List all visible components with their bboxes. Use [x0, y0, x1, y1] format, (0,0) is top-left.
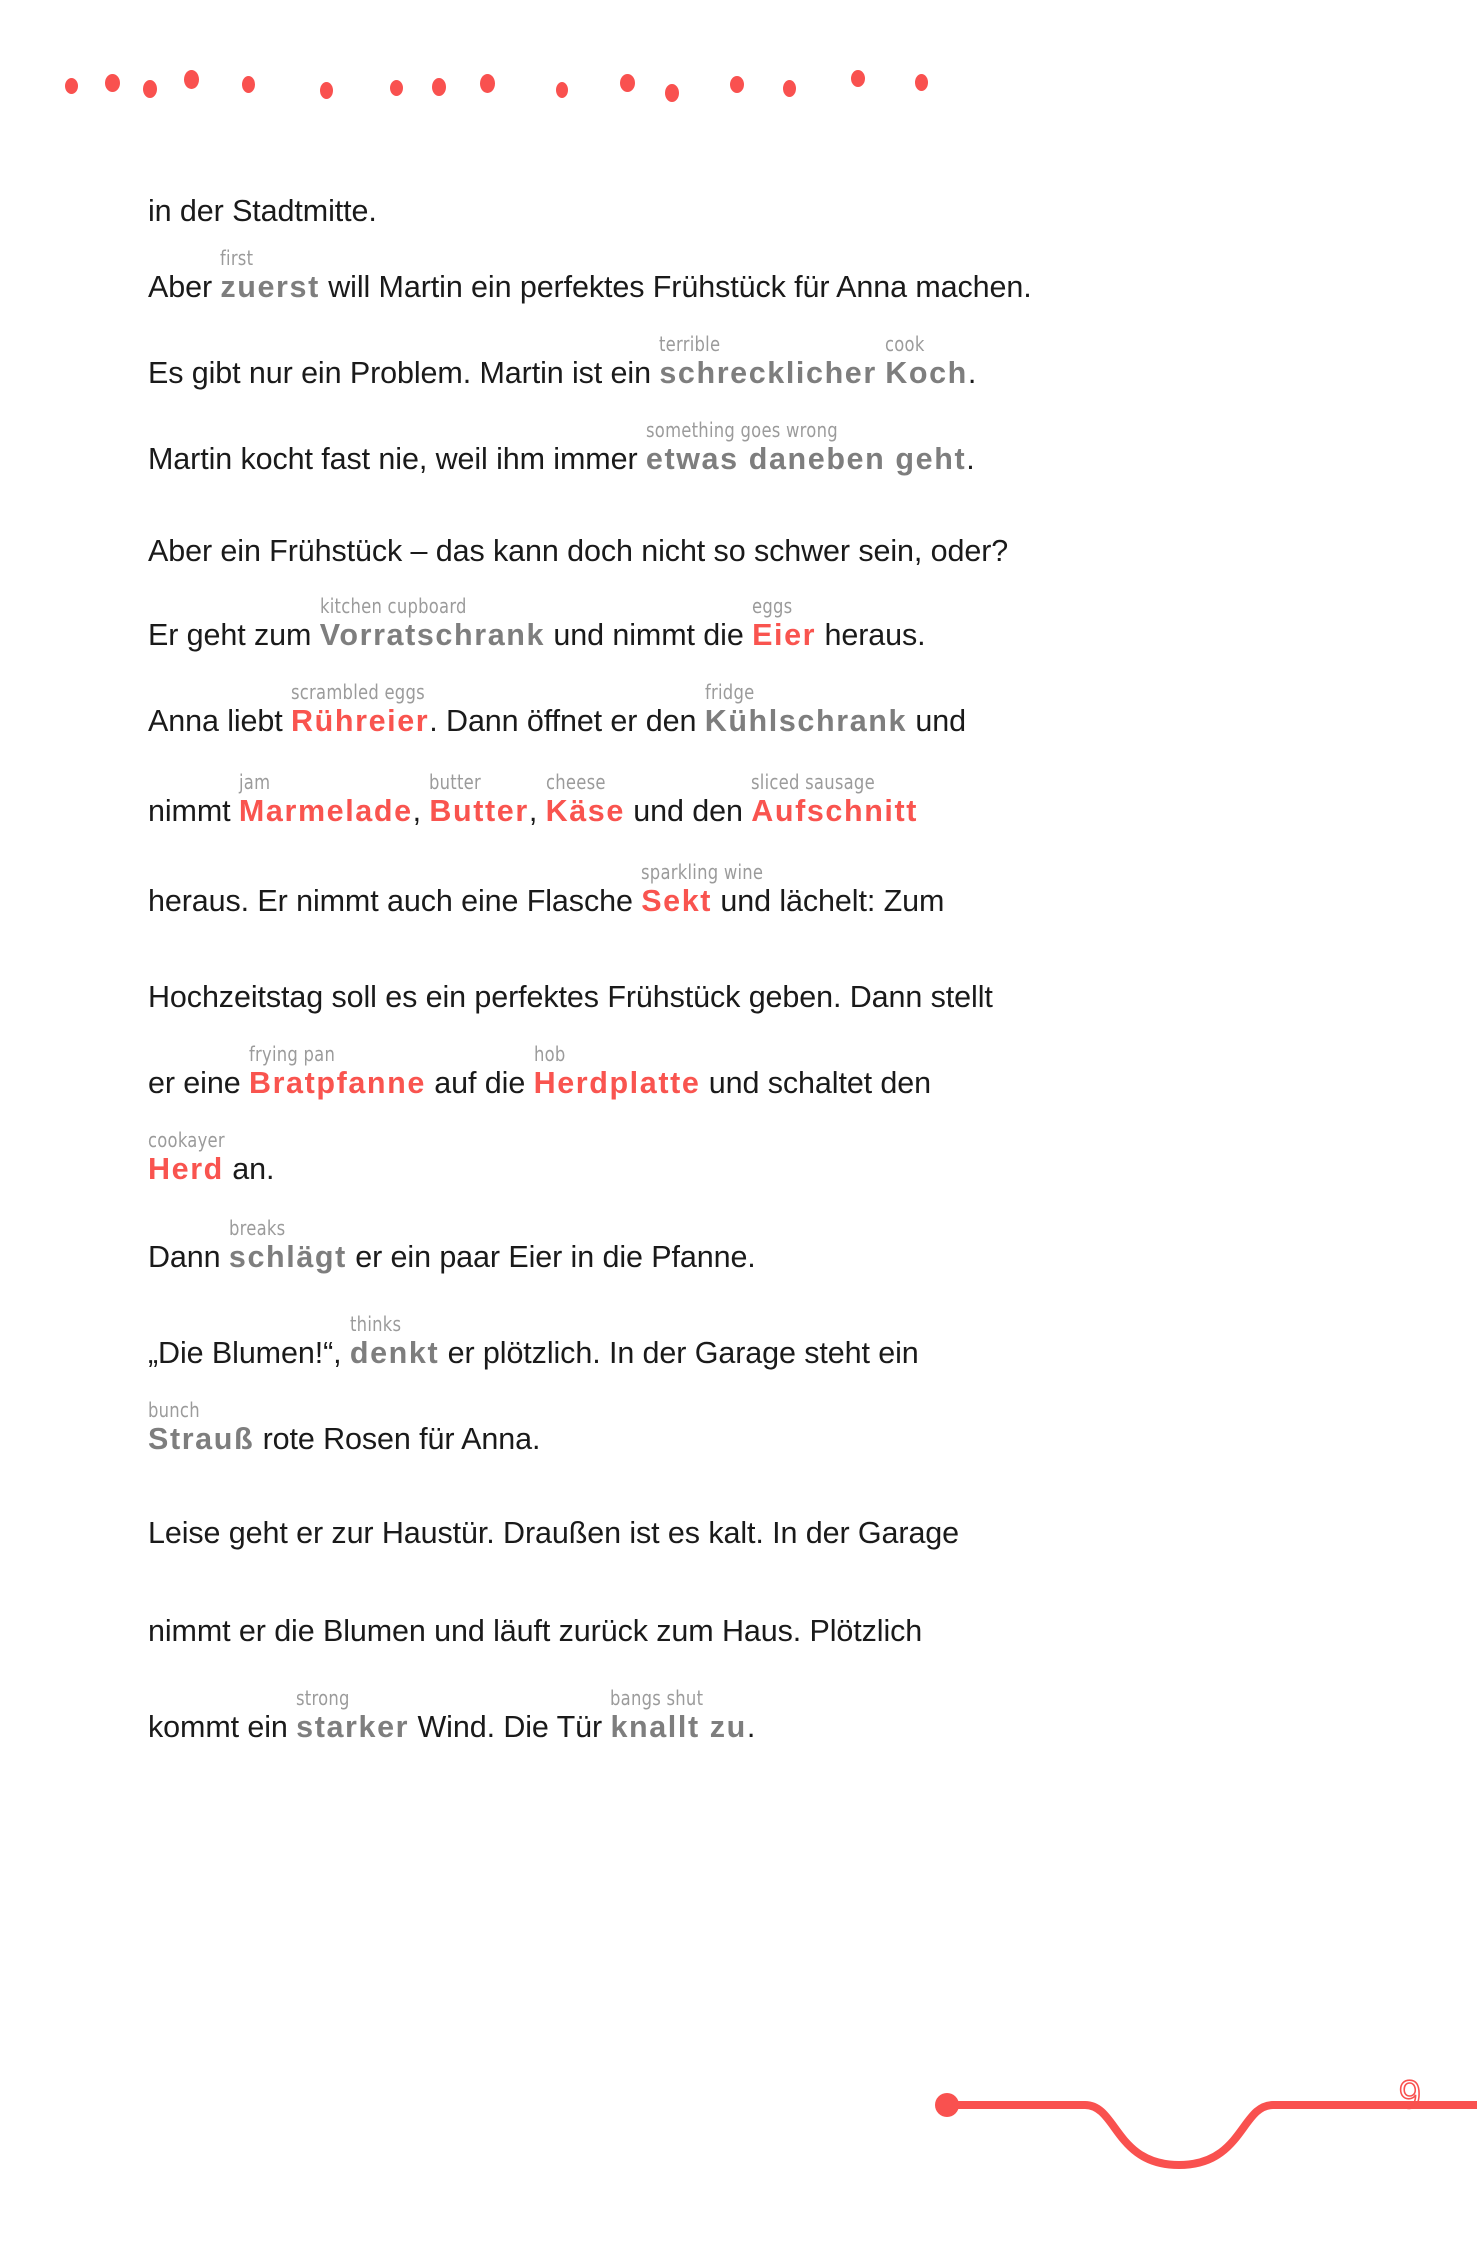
body-text-run: er eine: [148, 1066, 249, 1100]
translation-gloss: thinks: [349, 1312, 402, 1336]
body-text-run: will Martin ein perfektes Frühstück für Anna machen.: [319, 270, 1032, 304]
vocab-word-gray: [319, 594, 546, 652]
page-footer: [917, 2043, 1477, 2193]
body-text-run: in der Stadtmitte.: [148, 194, 377, 228]
vocab-word-red: [429, 770, 529, 828]
text-line: [148, 536, 1008, 567]
text-line: [148, 680, 967, 738]
text-line: [148, 982, 993, 1013]
rule-dot: [665, 84, 679, 102]
vocab-word-red: [148, 1128, 225, 1186]
body-text-run: Er geht zum: [148, 618, 320, 652]
body-text-run: „Die Blumen!“,: [148, 1336, 350, 1370]
vocab-word-gray: [610, 1686, 747, 1744]
translation-gloss: sliced sausage: [751, 770, 876, 794]
body-text-run: ,: [412, 794, 430, 828]
rule-dot: [242, 76, 255, 93]
vocab-word-red: [238, 770, 413, 828]
vocab-word-text: Bratpfanne: [248, 1066, 426, 1100]
translation-gloss: jam: [238, 770, 271, 794]
translation-gloss: breaks: [228, 1216, 286, 1240]
rule-dot: [556, 82, 568, 98]
vocab-word-text: Vorratschrank: [319, 618, 546, 652]
translation-gloss: kitchen cupboard: [319, 594, 467, 618]
body-text-run: nimmt er die Blumen und läuft zurück zum Haus. Plötzlich: [148, 1614, 923, 1648]
translation-gloss: sparkling wine: [641, 860, 764, 884]
translation-gloss: something goes wrong: [645, 418, 838, 442]
body-text-run: heraus.: [816, 618, 926, 652]
text-line: [148, 1518, 959, 1549]
text-line: [148, 594, 926, 652]
text-line: [148, 196, 377, 227]
body-text-run: Martin kocht fast nie, weil ihm immer: [148, 442, 646, 476]
body-text-run: nimmt: [148, 794, 239, 828]
vocab-word-text: etwas daneben geht: [645, 442, 967, 476]
body-text-run: Leise geht er zur Haustür. Draußen ist es kalt. In der Garage: [148, 1516, 960, 1550]
vocab-word-gray: [296, 1686, 410, 1744]
vocab-word-text: Aufschnitt: [751, 794, 919, 828]
translation-gloss: scrambled eggs: [291, 680, 425, 704]
vocab-word-text: knallt zu: [610, 1710, 747, 1744]
rule-dot: [105, 74, 120, 92]
text-line: [148, 1312, 919, 1370]
rule-dot: [184, 70, 199, 89]
body-text-run: Es gibt nur ein Problem. Martin ist ein: [148, 356, 660, 390]
body-text-run: Wind. Die Tür: [409, 1710, 611, 1744]
translation-gloss: cookayer: [148, 1128, 225, 1152]
translation-gloss: hob: [533, 1042, 566, 1066]
translation-gloss: frying pan: [248, 1042, 336, 1066]
vocab-word-gray: [645, 418, 967, 476]
vocab-word-gray: [704, 680, 908, 738]
body-text-run: und nimmt die: [545, 618, 753, 652]
body-text-run: und: [907, 704, 967, 738]
vocab-word-text: zuerst: [220, 270, 320, 304]
text-line: [148, 770, 919, 828]
vocab-word-red: [545, 770, 625, 828]
body-text-run: .: [967, 356, 977, 390]
body-text-run: . Dann öffnet er den: [429, 704, 705, 738]
vocab-word-text: Rühreier: [291, 704, 430, 738]
rule-dot: [143, 80, 157, 98]
vocab-word-text: Sekt: [641, 884, 713, 918]
rule-dot: [730, 76, 744, 93]
vocab-word-text: Herdplatte: [533, 1066, 701, 1100]
body-text-run: er ein paar Eier in die Pfanne.: [346, 1240, 756, 1274]
body-text-run: kommt ein: [148, 1710, 297, 1744]
vocab-word-text: Kühlschrank: [704, 704, 908, 738]
vocab-word-gray: [349, 1312, 440, 1370]
vocab-word-text: denkt: [349, 1336, 440, 1370]
rule-dot: [915, 74, 928, 91]
body-text-run: und lächelt: Zum: [712, 884, 945, 918]
body-text-run: Hochzeitstag soll es ein perfektes Frühstück geben. Dann stellt: [148, 980, 993, 1014]
rule-dot: [432, 78, 446, 96]
text-line: [148, 418, 975, 476]
translation-gloss: eggs: [752, 594, 793, 618]
rule-dot: [783, 80, 796, 97]
body-text-run: Anna liebt: [148, 704, 292, 738]
text-line: [148, 1128, 275, 1186]
body-text-run: und schaltet den: [700, 1066, 932, 1100]
text-line: [148, 1398, 541, 1456]
body-text-run: er plötzlich. In der Garage steht ein: [439, 1336, 919, 1370]
body-text-run: Aber: [148, 270, 221, 304]
body-text-run: auf die: [425, 1066, 534, 1100]
rule-dot: [390, 80, 403, 96]
vocab-word-red: [291, 680, 430, 738]
vocab-word-text: Butter: [429, 794, 529, 828]
vocab-word-text: Strauß: [148, 1422, 255, 1456]
vocab-word-text: schlägt: [228, 1240, 347, 1274]
body-text-run: heraus. Er nimmt auch eine Flasche: [148, 884, 642, 918]
body-text-run: .: [966, 442, 975, 476]
body-text-run: an.: [223, 1152, 275, 1186]
text-line: [148, 1686, 756, 1744]
rule-dot: [620, 74, 635, 92]
rule-dot: [320, 82, 333, 99]
vocab-word-red: [751, 770, 919, 828]
text-line: [148, 860, 945, 918]
body-text-run: Aber ein Frühstück – das kann doch nicht so schwer sein, oder?: [148, 534, 1009, 568]
translation-gloss: first: [220, 246, 254, 270]
vocab-word-text: Herd: [148, 1152, 224, 1186]
page-number: 9: [1398, 2073, 1421, 2117]
translation-gloss: fridge: [704, 680, 755, 704]
vocab-word-text: Käse: [545, 794, 625, 828]
vocab-word-text: Eier: [752, 618, 817, 652]
rule-dot: [480, 74, 495, 93]
page-number-rule: [917, 2043, 1477, 2193]
translation-gloss: cook: [885, 332, 925, 356]
text-line: [148, 246, 1032, 304]
text-line: [148, 1216, 756, 1274]
vocab-word-red: [248, 1042, 426, 1100]
translation-gloss: terrible: [659, 332, 721, 356]
vocab-word-text: starker: [296, 1710, 410, 1744]
translation-gloss: strong: [296, 1686, 350, 1710]
rule-dot: [851, 70, 865, 87]
vocab-word-red: [533, 1042, 701, 1100]
vocab-word-gray: [659, 332, 877, 390]
body-text-run: und den: [624, 794, 752, 828]
body-text-run: [877, 356, 885, 390]
text-line: [148, 1042, 932, 1100]
translation-gloss: cheese: [545, 770, 606, 794]
vocab-word-text: Koch: [885, 356, 968, 390]
vocab-word-gray: [220, 246, 320, 304]
vocab-word-gray: [148, 1398, 255, 1456]
body-text-run: ,: [528, 794, 546, 828]
vocab-word-text: Marmelade: [238, 794, 413, 828]
vocab-word-red: [752, 594, 817, 652]
body-text-run: Dann: [148, 1240, 229, 1274]
vocab-word-red: [641, 860, 764, 918]
body-text-run: .: [746, 1710, 756, 1744]
text-line: [148, 1616, 922, 1647]
translation-gloss: butter: [429, 770, 482, 794]
dotted-rule: [0, 0, 1477, 150]
vocab-word-text: schrecklicher: [659, 356, 877, 390]
rule-dot: [65, 78, 78, 94]
vocab-word-gray: [228, 1216, 347, 1274]
translation-gloss: bangs shut: [610, 1686, 704, 1710]
translation-gloss: bunch: [148, 1398, 200, 1422]
text-line: [148, 332, 977, 390]
vocab-word-gray: [885, 332, 968, 390]
body-text-run: rote Rosen für Anna.: [254, 1422, 541, 1456]
